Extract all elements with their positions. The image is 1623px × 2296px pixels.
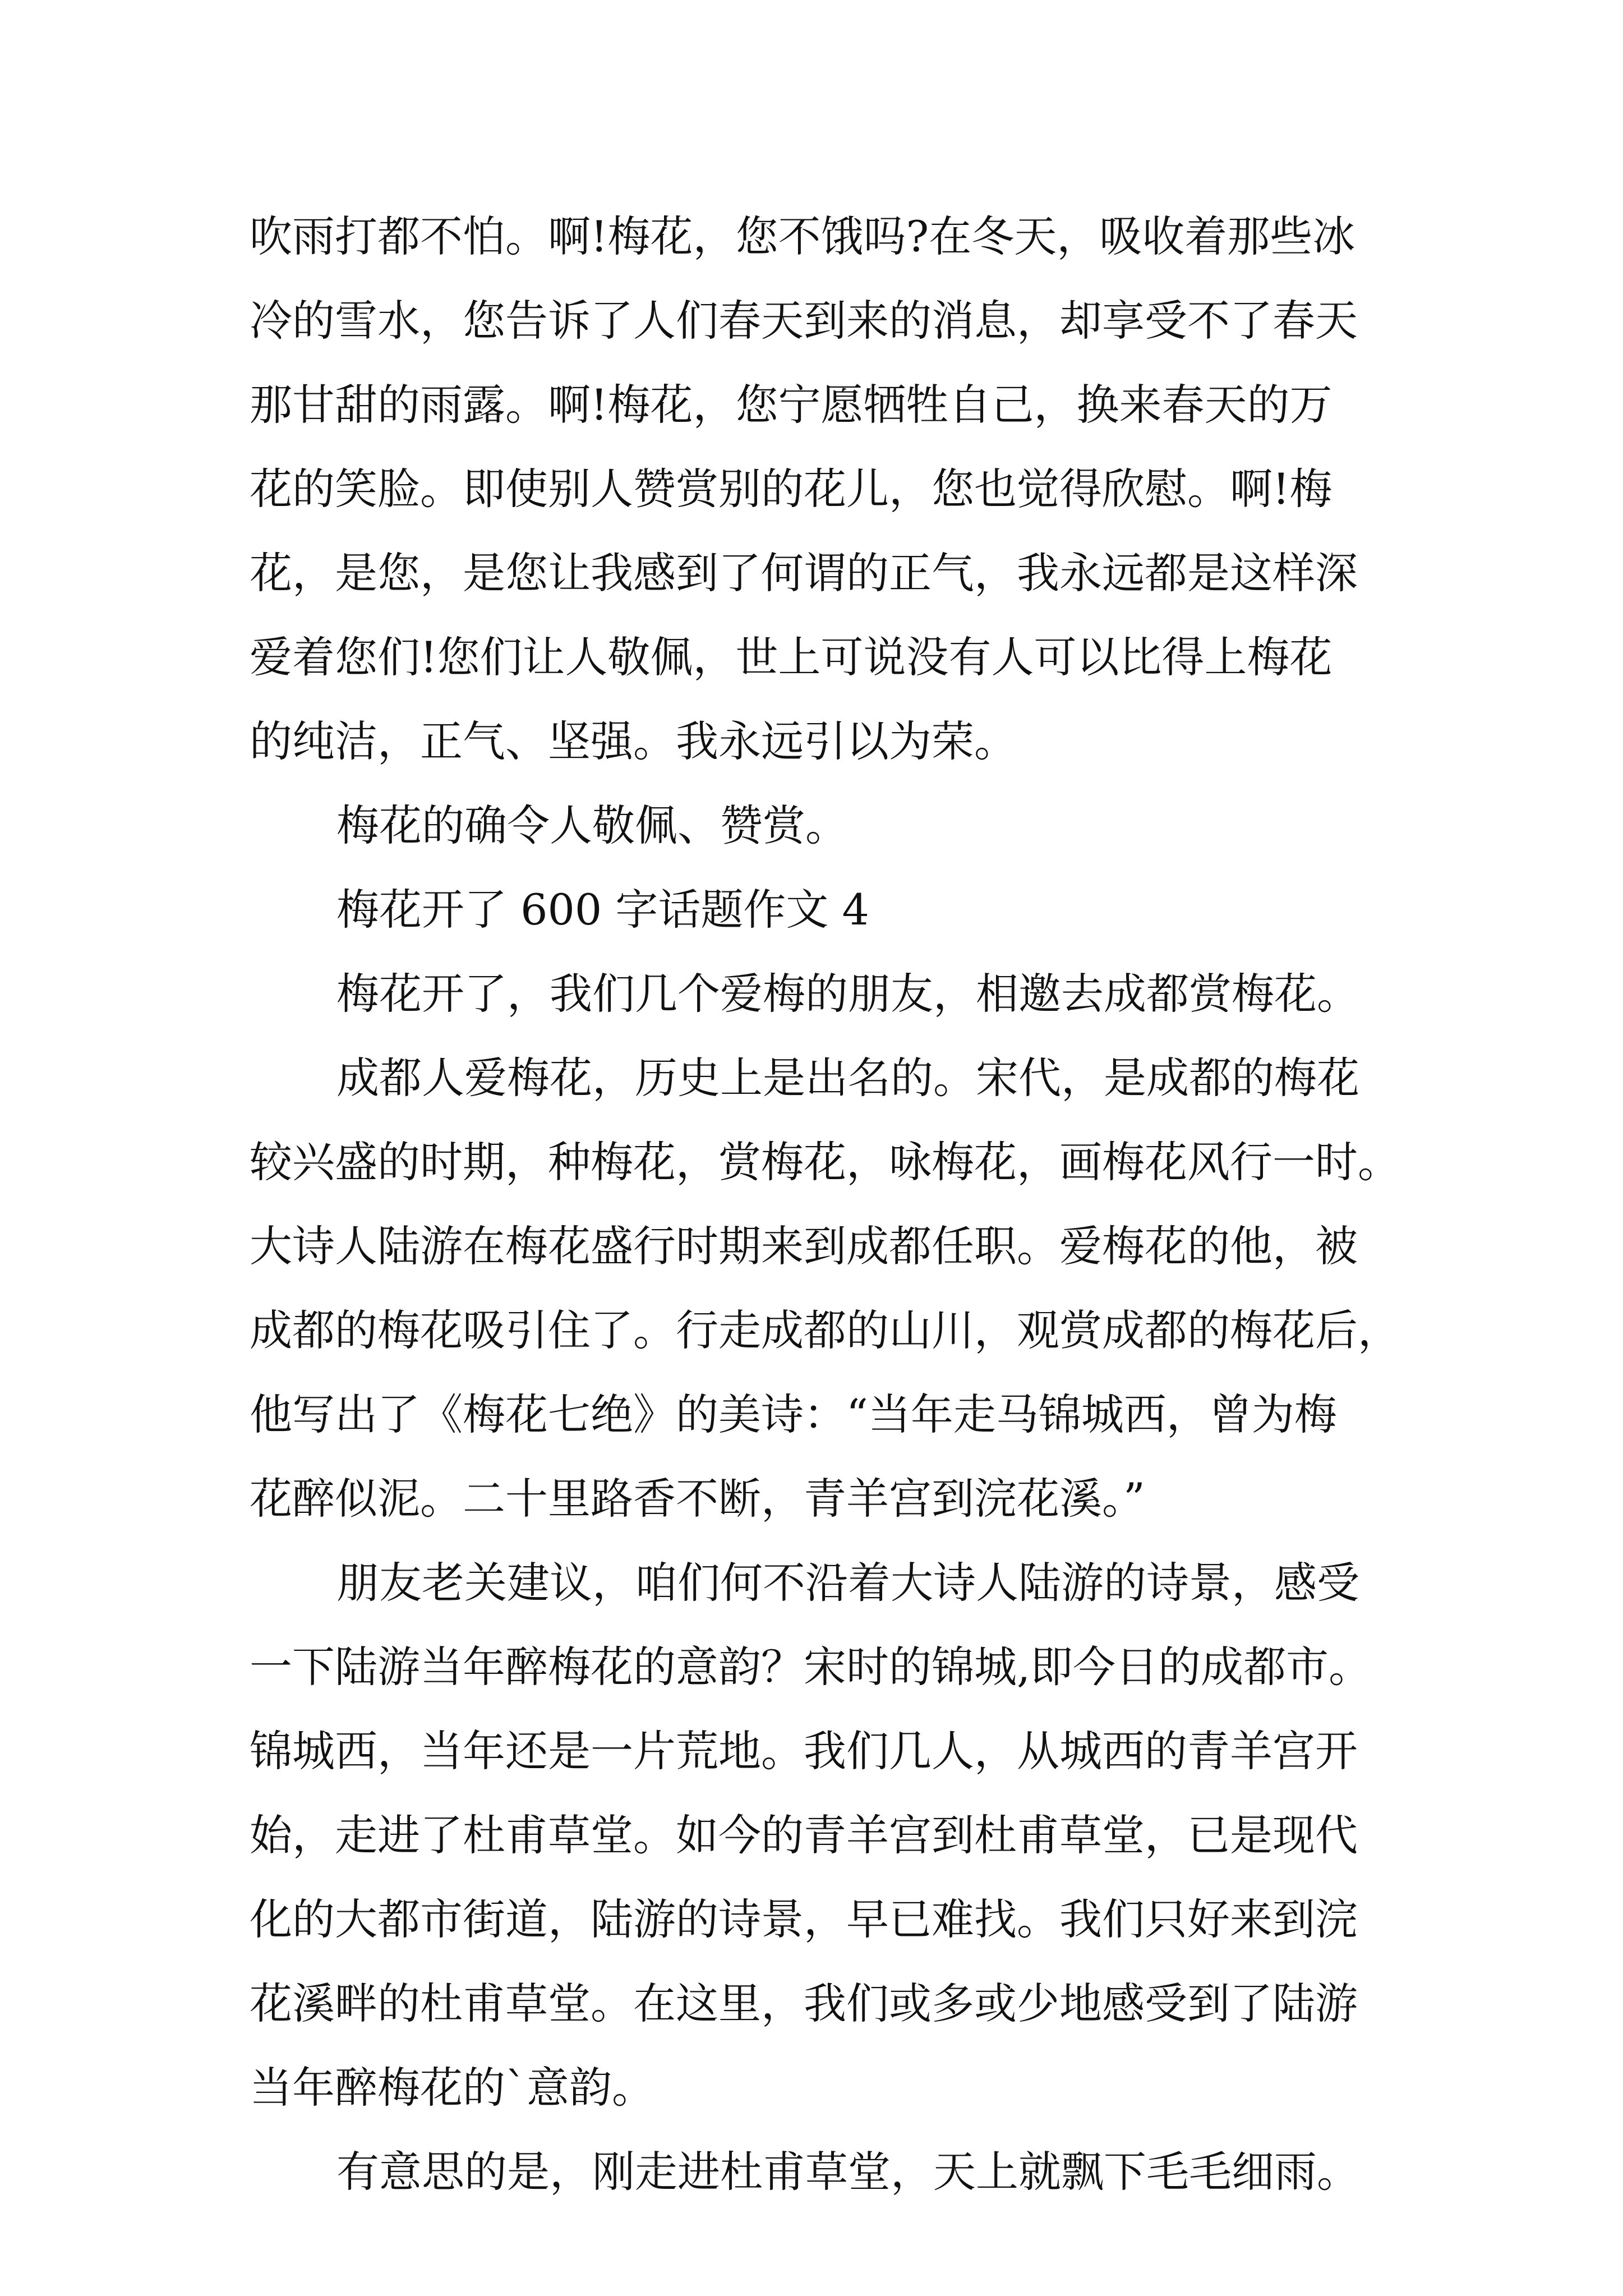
text-line: 梅花的确令人敬佩、赞赏。 <box>336 800 848 850</box>
section-heading: 梅花开了 600 字话题作文 4 <box>336 885 869 935</box>
text-line: 的纯洁，正气、坚强。我永远引以为荣。 <box>250 716 1017 766</box>
text-line: 当年醉梅花的`意韵。 <box>250 2063 654 2113</box>
text-line: 花，是您，是您让我感到了何谓的正气，我永远都是这样深 <box>250 548 1358 598</box>
text-line: 始，走进了杜甫草堂。如今的青羊宫到杜甫草堂，已是现代 <box>250 1810 1358 1860</box>
text-line: 那甘甜的雨露。啊!梅花，您宁愿牺牲自己，换来春天的万 <box>250 380 1332 430</box>
text-line: 大诗人陆游在梅花盛行时期来到成都任职。爱梅花的他，被 <box>250 1221 1358 1271</box>
text-line: 化的大都市街道，陆游的诗景，早已难找。我们只好来到浣 <box>250 1894 1358 1944</box>
text-line: 花的笑脸。即使别人赞赏别的花儿，您也觉得欣慰。啊!梅 <box>250 464 1332 514</box>
text-line: 有意思的是，刚走进杜甫草堂，天上就飘下毛毛细雨。 <box>336 2147 1359 2197</box>
text-line: 花醉似泥。二十里路香不断，青羊宫到浣花溪。” <box>250 1474 1145 1524</box>
text-line: 朋友老关建议，咱们何不沿着大诗人陆游的诗景，感受 <box>336 1558 1359 1608</box>
text-line: 锦城西，当年还是一片荒地。我们几人，从城西的青羊宫开 <box>250 1726 1358 1776</box>
text-line: 爱着您们!您们让人敬佩，世上可说没有人可以比得上梅花 <box>250 632 1332 682</box>
text-line: 吹雨打都不怕。啊!梅花，您不饿吗?在冬天，吸收着那些冰 <box>250 211 1355 261</box>
text-line: 梅花开了，我们几个爱梅的朋友，相邀去成都赏梅花。 <box>336 969 1359 1019</box>
text-line: 他写出了《梅花七绝》的美诗：“当年走马锦城西，曾为梅 <box>250 1389 1337 1439</box>
text-line: 成都的梅花吸引住了。行走成都的山川，观赏成都的梅花后， <box>250 1305 1400 1355</box>
text-line: 较兴盛的时期，种梅花，赏梅花，咏梅花，画梅花风行一时。 <box>250 1137 1400 1187</box>
text-line: 冷的雪水，您告诉了人们春天到来的消息，却享受不了春天 <box>250 296 1358 346</box>
text-line: 成都人爱梅花，历史上是出名的。宋代，是成都的梅花 <box>336 1053 1359 1103</box>
text-line: 一下陆游当年醉梅花的意韵？宋时的锦城,即今日的成都市。 <box>250 1642 1372 1692</box>
text-line: 花溪畔的杜甫草堂。在这里，我们或多或少地感受到了陆游 <box>250 1978 1358 2028</box>
